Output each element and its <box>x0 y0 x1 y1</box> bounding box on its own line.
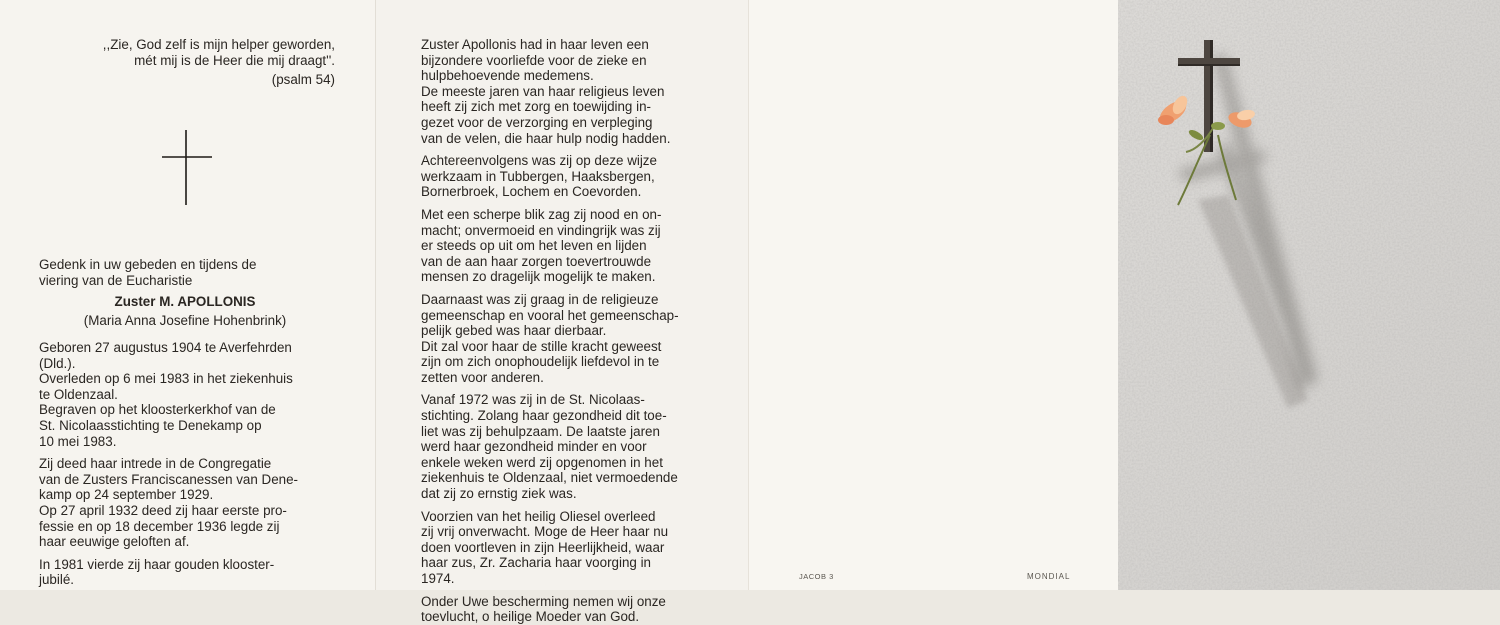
middle-paragraph <box>421 594 717 625</box>
name-prefix: Zuster M. <box>114 294 175 309</box>
bio-line: 10 mei 1983. <box>39 433 117 449</box>
middle-paragraph <box>421 509 717 587</box>
full-name: (Maria Anna Josefine Hohenbrink) <box>83 313 287 328</box>
bio-paragraph <box>39 557 333 588</box>
text-line: Achtereenvolgens was zij op deze wijze <box>421 153 657 169</box>
text-line: er steeds op uit om het leven en lijden <box>421 238 647 254</box>
bio-line: (Dld.). <box>39 355 76 371</box>
text-line: Onder Uwe bescherming nemen wij onze <box>421 593 666 609</box>
bio-line: fessie en op 18 december 1936 legde zij <box>39 518 280 534</box>
text-line: werkzaam in Tubbergen, Haaksbergen, <box>421 168 655 184</box>
text-line: ziekenhuis te Oldenzaal, niet vermoedende <box>421 470 678 486</box>
text-line: Vanaf 1972 was zij in de St. Nicolaas- <box>421 392 645 408</box>
text-line: zij vrij onverwacht. Moge de Heer haar nu <box>421 524 669 540</box>
bio-line: Op 27 april 1932 deed zij haar eerste pro- <box>39 502 287 518</box>
text-line: mensen zo dragelijk mogelijk te maken. <box>421 269 656 285</box>
text-line: gemeenschap en vooral het gemeenschap- <box>421 307 679 323</box>
photo-panel <box>1118 0 1500 590</box>
middle-paragraph <box>421 37 717 146</box>
bio-line: Begraven op het kloosterkerkhof van de <box>39 402 276 418</box>
quote-line: ,,Zie, God zelf is mijn helper geworden, <box>102 37 335 52</box>
cross-icon <box>160 128 214 208</box>
bio-line: van de Zusters Franciscanessen van Dene- <box>39 471 299 487</box>
bio-line: kamp op 24 september 1929. <box>39 487 214 503</box>
name-surname: APOLLONIS <box>177 294 256 309</box>
text-line: Daarnaast was zij graag in de religieuze <box>421 291 659 307</box>
text-line: zetten voor anderen. <box>421 369 544 385</box>
text-line: Zuster Apollonis had in haar leven een <box>421 37 649 52</box>
deceased-name <box>39 294 331 310</box>
text-line: van de velen, die haar hulp nodig hadden. <box>421 130 671 146</box>
middle-panel <box>375 0 748 625</box>
text-line: hulpbehoevende medemens. <box>421 68 594 84</box>
text-line: macht; onvermoeid en vindingrijk was zij <box>421 222 661 238</box>
text-line: zijn om zich onophoudelijk liefdevol in te <box>421 354 660 370</box>
text-line: Voorzien van het heilig Oliesel overleed <box>421 508 656 524</box>
text-line: De meeste jaren van haar religieus leven <box>421 83 665 99</box>
bio-line: In 1981 vierde zij haar gouden klooster- <box>39 556 275 572</box>
middle-paragraph <box>421 207 717 285</box>
middle-paragraph <box>421 153 717 200</box>
text-line: Met een scherpe blik zag zij nood en on- <box>421 206 662 222</box>
text-line: werd haar gezondheid minder en voor <box>421 439 647 455</box>
left-panel <box>0 0 375 590</box>
text-line: stichting. Zolang haar gezondheid dit toe- <box>421 408 667 424</box>
text-line: haar zus, Zr. Zacharia haar voorging in <box>421 555 651 571</box>
opening-quote <box>53 37 335 88</box>
text-line: gezet voor de verzorging en verpleging <box>421 114 653 130</box>
text-line: Dit zal voor haar de stille kracht geweest <box>421 338 662 354</box>
bio-line: St. Nicolaasstichting te Denekamp op <box>39 417 262 433</box>
back-panel <box>748 0 1118 590</box>
text-line: enkele weken werd zij opgenomen in het <box>421 454 663 470</box>
bio-line: Geboren 27 augustus 1904 te Averfehrden <box>39 340 292 355</box>
text-line: doen voortleven in zijn Heerlijkheid, waar <box>421 539 665 555</box>
bio-line: haar eeuwige geloften af. <box>39 534 190 550</box>
bio-paragraph <box>39 456 333 550</box>
quote-line: mét mij is de Heer die mij draagt''. <box>134 52 335 68</box>
middle-paragraph <box>421 392 717 501</box>
intro-line: Gedenk in uw gebeden en tijdens de <box>39 257 257 272</box>
text-line: Bornerbroek, Lochem en Coevorden. <box>421 184 642 200</box>
bio-line: Zij deed haar intrede in de Congregatie <box>39 456 272 472</box>
biography <box>39 340 333 588</box>
cross-with-flowers-photo <box>1118 0 1500 590</box>
text-line: pelijk gebed was haar dierbaar. <box>421 323 607 339</box>
psalm-reference: (psalm 54) <box>271 72 335 88</box>
middle-paragraph <box>421 292 717 386</box>
card-code: JACOB 3 <box>799 572 834 581</box>
text-line: dat zij zo ernstig ziek was. <box>421 486 577 502</box>
bio-line: jubilé. <box>39 572 74 588</box>
text-line: heeft zij zich met zorg en toewijding in- <box>421 99 651 115</box>
text-line: van de aan haar zorgen toevertrouwde <box>421 253 652 269</box>
bio-paragraph <box>39 340 333 449</box>
intro-line: viering van de Eucharistie <box>39 272 193 288</box>
biography-continued <box>421 37 717 625</box>
text-line: toevlucht, o heilige Moeder van God. <box>421 609 640 625</box>
text-line: bijzondere voorliefde voor de zieke en <box>421 52 647 68</box>
intro-text <box>39 257 329 288</box>
bio-line: te Oldenzaal. <box>39 386 118 402</box>
publisher-name: MONDIAL <box>1027 572 1071 581</box>
bio-line: Overleden op 6 mei 1983 in het ziekenhuis <box>39 371 293 387</box>
text-line: 1974. <box>421 571 455 586</box>
text-line: liet was zij behulpzaam. De laatste jaren <box>421 423 660 439</box>
